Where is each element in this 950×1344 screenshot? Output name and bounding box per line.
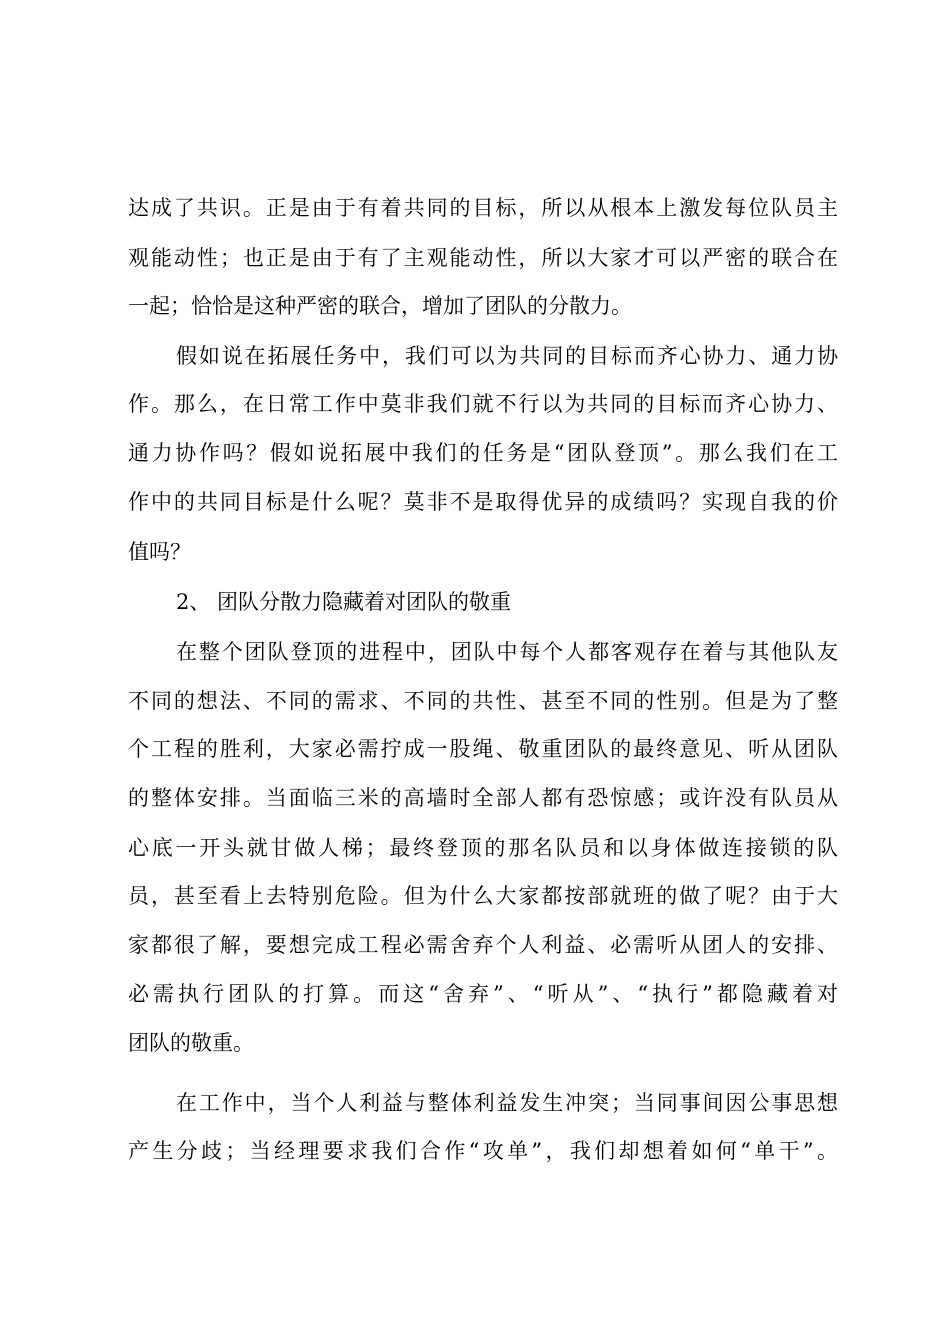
body-text-line: 通力协作吗？假如说拓展中我们的任务是“团队登顶”。那么我们在工 — [128, 441, 838, 465]
body-text-line: 不同的想法、不同的需求、不同的共性、甚至不同的性别。但是为了整 — [128, 689, 838, 713]
body-text-line: 观能动性；也正是由于有了主观能动性，所以大家才可以严密的联合在 — [128, 246, 838, 270]
body-text-line: 的整体安排。当面临三米的高墙时全部人都有恐惊感；或许没有队员从 — [128, 786, 838, 810]
body-text-line: 在整个团队登顶的进程中，团队中每个人都客观存在着与其他队友 — [176, 640, 838, 664]
body-text-line: 一起；恰恰是这种严密的联合，增加了团队的分散力。 — [128, 294, 632, 318]
body-text-line: 家都很了解，要想完成工程必需舍弃个人利益、必需听从团人的安排、 — [128, 933, 838, 957]
body-text-line: 团队的敬重。 — [128, 1031, 254, 1055]
body-text-line: 达成了共识。正是由于有着共同的目标，所以从根本上激发每位队员主 — [128, 196, 838, 220]
body-text-line: 心底一开头就甘做人梯；最终登顶的那名队员和以身体做连接锁的队 — [128, 836, 838, 860]
body-text-line: 员，甚至看上去特别危险。但为什么大家都按部就班的做了呢？由于大 — [128, 884, 838, 908]
body-text-line: 在工作中，当个人利益与整体利益发生冲突；当同事间因公事思想 — [176, 1091, 838, 1115]
body-text-line: 个工程的胜利，大家必需拧成一股绳、敬重团队的最终意见、听从团队 — [128, 737, 838, 761]
body-text-line: 必需执行团队的打算。而这“舍弃”、“听从”、“执行”都隐藏着对 — [128, 982, 838, 1006]
body-text-line: 作中的共同目标是什么呢？莫非不是取得优异的成绩吗？实现自我的价 — [128, 490, 838, 514]
body-text-line: 假如说在拓展任务中，我们可以为共同的目标而齐心协力、通力协 — [176, 344, 838, 368]
section-heading: 2、 团队分散力隐藏着对团队的敬重 — [176, 590, 512, 614]
body-text-line: 作。那么，在日常工作中莫非我们就不行以为共同的目标而齐心协力、 — [128, 392, 838, 416]
body-text-line: 产生分歧；当经理要求我们合作“攻单”，我们却想着如何“单干”。 — [128, 1139, 838, 1163]
body-text-line: 值吗？ — [128, 540, 191, 564]
